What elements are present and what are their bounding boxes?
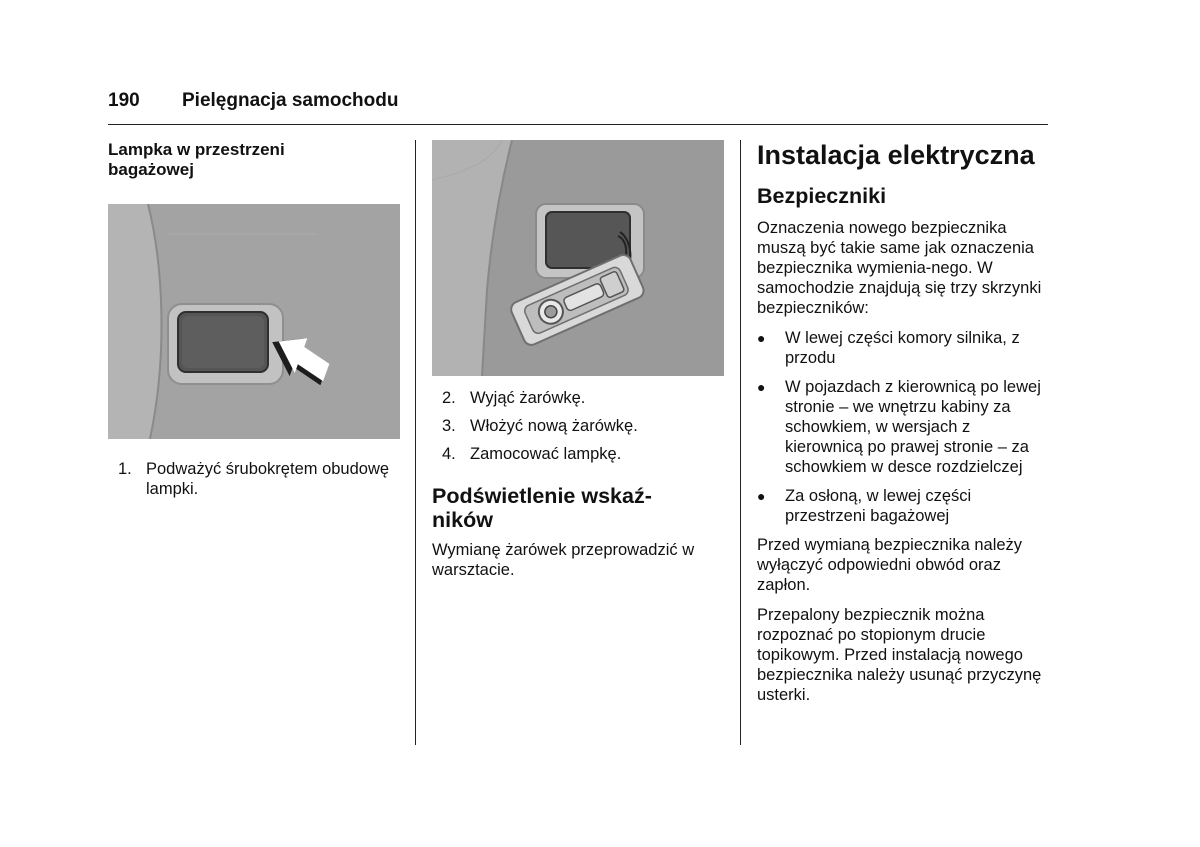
list-item [757, 486, 1049, 526]
paragraph-fuse-markings: Oznaczenia nowego bezpiecznika muszą być takie same jak oznaczenia bezpiecznika wymienia-nego. W samochodzie znajdują się trzy skrzynki bezpieczników: [757, 219, 1042, 317]
paragraph-before-replacement: Przed wymianą bezpiecznika należy wyłączyć odpowiedni obwód oraz zapłon. [757, 536, 1023, 594]
step-text: Podważyć śrubokrętem obudowę lampki. [146, 460, 390, 498]
list-item [432, 444, 724, 464]
bullet: ● [757, 379, 766, 395]
paragraph-workshop: Wymianę żarówek przeprowadzić w warsztacie. [432, 541, 695, 579]
list-item [757, 377, 1049, 477]
header-rule [108, 124, 1048, 125]
column-divider-1 [415, 140, 416, 745]
heading-instrument-lighting: Podświetlenie wskaź- ników [432, 484, 652, 532]
list-item [432, 388, 724, 408]
step-number: 2. [442, 389, 456, 407]
page-title: Instalacja elektryczna [757, 140, 1035, 170]
list-item [108, 459, 400, 499]
list-item-text: W pojazdach z kierownicą po lewej stronie – we wnętrzu kabiny za schowkiem, w wersjach z kierownicą po prawej stronie – za schowkiem w desce rozdzielczej [785, 378, 1041, 476]
list-item-text: Za osłoną, w lewej części przestrzeni bagażowej [785, 487, 972, 525]
step-text: Zamocować lampkę. [470, 445, 622, 463]
paragraph-blown-fuse: Przepalony bezpiecznik można rozpoznać po stopionym drucie topikowym. Przed instalacją nowego bezpiecznika należy usunąć przyczynę usterki. [757, 606, 1042, 704]
lamp-removed-illustration [432, 140, 724, 376]
column-2 [432, 140, 724, 580]
step-number: 3. [442, 417, 456, 435]
bullet: ● [757, 330, 766, 346]
column-1 [108, 140, 400, 507]
step-text: Wyjąć żarówkę. [470, 389, 586, 407]
bullet: ● [757, 488, 766, 504]
page-header [108, 90, 398, 112]
column-3 [757, 140, 1049, 705]
step-number: 4. [442, 445, 456, 463]
list-item-text: W lewej części komory silnika, z przodu [785, 329, 1020, 367]
steps-list-1 [108, 459, 400, 499]
cargo-lamp-illustration [108, 204, 400, 439]
steps-list-2 [432, 388, 724, 464]
subheading-cargo-lamp: Lampka w przestrzeni bagażowej [108, 140, 285, 179]
page-number: 190 [108, 90, 140, 111]
list-item [757, 328, 1049, 368]
section-title: Pielęgnacja samochodu [182, 90, 399, 111]
step-number: 1. [118, 460, 132, 478]
list-item [432, 416, 724, 436]
heading-fuses: Bezpieczniki [757, 184, 887, 208]
column-divider-2 [740, 140, 741, 745]
step-text: Włożyć nową żarówkę. [470, 417, 638, 435]
fuse-box-locations-list [757, 328, 1049, 526]
